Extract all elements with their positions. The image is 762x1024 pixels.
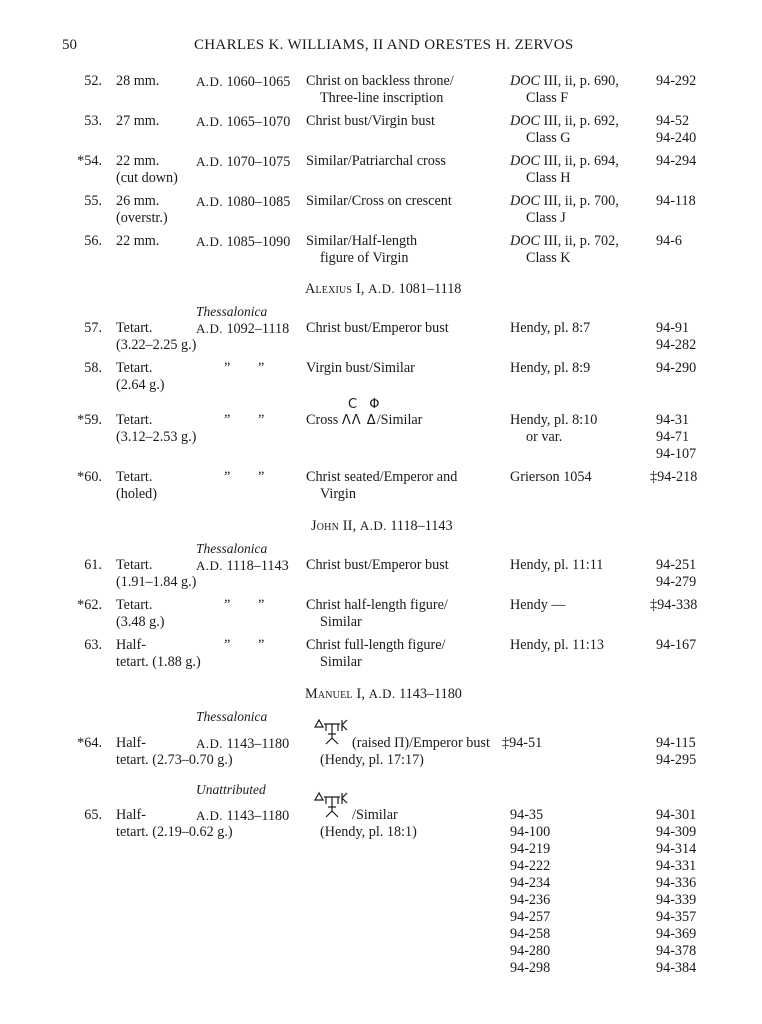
coin-description: Virgin (320, 486, 356, 502)
reference: Hendy, pl. 8:9 (510, 360, 591, 376)
coin-description: Three-line inscription (320, 90, 444, 106)
coin-description: Cross ΛΛ Δ/Similar (306, 412, 423, 428)
denomination: Tetart. (116, 320, 153, 336)
coin-description: Similar (320, 614, 362, 630)
inventory-number: 94-219 (510, 841, 551, 857)
inventory-number: 94-258 (510, 926, 551, 942)
inventory-number: 94-357 (656, 909, 697, 925)
ditto-mark: ” (224, 360, 231, 376)
inventory-number: ‡94-218 (650, 469, 698, 485)
ditto-mark: ” (224, 469, 231, 485)
coin-size: 22 mm. (116, 233, 160, 249)
inventory-number: 94-115 (656, 735, 696, 751)
coin-condition: (cut down) (116, 170, 178, 186)
coin-weight: (2.64 g.) (116, 377, 165, 393)
entry-number: 53. (84, 113, 102, 129)
denomination: Half- (116, 735, 146, 751)
coin-condition: (overstr.) (116, 210, 168, 226)
reference: Class F (526, 90, 569, 106)
legend-symbol-mid: ΛΛ Δ (341, 413, 377, 428)
entry-number: 56. (84, 233, 102, 249)
coin-date: A.D. 1060–1065 (196, 74, 291, 90)
entry-number: 52. (84, 73, 102, 89)
coin-weight: (3.12–2.53 g.) (116, 429, 197, 445)
coin-description: Similar/Half-length (306, 233, 418, 249)
inventory-number: 94-290 (656, 360, 697, 376)
reference: Class K (526, 250, 571, 266)
mint-label: Thessalonica (196, 709, 268, 724)
mint-label: Thessalonica (196, 304, 268, 319)
coin-description: (Hendy, pl. 17:17) (320, 752, 424, 768)
coin-description: Similar/Cross on crescent (306, 193, 452, 209)
inventory-number: 94-35 (510, 807, 544, 823)
reference: Hendy, pl. 11:13 (510, 637, 604, 653)
monogram-icon (313, 791, 351, 819)
inventory-number: 94-279 (656, 574, 697, 590)
ditto-mark: ” (224, 597, 231, 613)
ditto-mark: ” (258, 469, 265, 485)
denomination: Tetart. (116, 597, 153, 613)
inventory-number: 94-100 (510, 824, 551, 840)
coin-size: 22 mm. (116, 153, 160, 169)
coin-date: A.D. 1092–1118 (196, 321, 290, 337)
coin-description: Christ bust/Emperor bust (306, 320, 449, 336)
inventory-number: 94-107 (656, 446, 697, 462)
entry-number: *60. (77, 469, 102, 485)
reference: Class G (526, 130, 571, 146)
coin-description: Christ bust/Virgin bust (306, 113, 435, 129)
coin-description: Christ on backless throne/ (306, 73, 454, 89)
reference: ‡94-51 (502, 735, 543, 751)
inventory-number: 94-280 (510, 943, 551, 959)
inventory-number: 94-295 (656, 752, 697, 768)
reference: Hendy — (510, 597, 566, 613)
coin-description: Virgin bust/Similar (306, 360, 415, 376)
entry-number: *59. (77, 412, 102, 428)
coin-size: 27 mm. (116, 113, 160, 129)
coin-size: 28 mm. (116, 73, 160, 89)
reference: DOC III, ii, p. 700, (510, 193, 619, 209)
coin-description: Christ half-length figure/ (306, 597, 448, 613)
reference: DOC III, ii, p. 702, (510, 233, 619, 249)
entry-number: 58. (84, 360, 102, 376)
inventory-number: 94-294 (656, 153, 697, 169)
running-title: CHARLES K. WILLIAMS, II AND ORESTES H. ZERVOS (194, 37, 574, 53)
coin-condition: (holed) (116, 486, 157, 502)
reference: Class J (526, 210, 566, 226)
entry-number: 63. (84, 637, 102, 653)
denomination: Half- (116, 637, 146, 653)
inventory-number: 94-118 (656, 193, 696, 209)
coin-description: /Similar (352, 807, 398, 823)
reference: or var. (526, 429, 563, 445)
inventory-number: 94-31 (656, 412, 690, 428)
mint-label: Unattributed (196, 782, 266, 797)
inventory-number: 94-336 (656, 875, 697, 891)
coin-weight: tetart. (1.88 g.) (116, 654, 201, 670)
ditto-mark: ” (258, 637, 265, 653)
inventory-number: 94-309 (656, 824, 697, 840)
inventory-number: 94-282 (656, 337, 697, 353)
coin-date: A.D. 1143–1180 (196, 736, 290, 752)
denomination: Tetart. (116, 557, 153, 573)
page-number: 50 (62, 37, 77, 53)
inventory-number: 94-339 (656, 892, 697, 908)
inventory-number: 94-301 (656, 807, 697, 823)
inventory-number: 94-378 (656, 943, 697, 959)
reference: DOC III, ii, p. 692, (510, 113, 619, 129)
inventory-number: 94-298 (510, 960, 551, 976)
denomination: Tetart. (116, 469, 153, 485)
legend-symbol-top: C Φ (348, 397, 384, 412)
inventory-number: 94-6 (656, 233, 683, 249)
coin-weight: (1.91–1.84 g.) (116, 574, 197, 590)
coin-date: A.D. 1085–1090 (196, 234, 291, 250)
entry-number: *54. (77, 153, 102, 169)
entry-number: 57. (84, 320, 102, 336)
inventory-number: 94-369 (656, 926, 697, 942)
reference: Class H (526, 170, 571, 186)
coin-description: Similar/Patriarchal cross (306, 153, 446, 169)
reference: Hendy, pl. 11:11 (510, 557, 604, 573)
entry-number: 61. (84, 557, 102, 573)
coin-description: Christ seated/Emperor and (306, 469, 458, 485)
inventory-number: 94-71 (656, 429, 690, 445)
inventory-number: 94-384 (656, 960, 697, 976)
inventory-number: 94-234 (510, 875, 551, 891)
coin-weight: tetart. (2.19–0.62 g.) (116, 824, 233, 840)
ditto-mark: ” (258, 597, 265, 613)
inventory-number: 94-257 (510, 909, 551, 925)
denomination: Half- (116, 807, 146, 823)
inventory-number: 94-251 (656, 557, 697, 573)
ditto-mark: ” (224, 412, 231, 428)
coin-description: figure of Virgin (320, 250, 409, 266)
denomination: Tetart. (116, 360, 153, 376)
mint-label: Thessalonica (196, 541, 268, 556)
coin-date: A.D. 1065–1070 (196, 114, 291, 130)
coin-date: A.D. 1070–1075 (196, 154, 291, 170)
coin-description: (raised Π)/Emperor bust (352, 735, 490, 751)
reference: DOC III, ii, p. 694, (510, 153, 619, 169)
ditto-mark: ” (224, 637, 231, 653)
reference: Hendy, pl. 8:7 (510, 320, 591, 336)
section-heading: Alexius I, A.D. 1081–1118 (305, 281, 462, 297)
reference: DOC III, ii, p. 690, (510, 73, 619, 89)
inventory-number: 94-240 (656, 130, 697, 146)
ditto-mark: ” (258, 412, 265, 428)
section-heading: Manuel I, A.D. 1143–1180 (305, 686, 462, 702)
inventory-number: 94-236 (510, 892, 551, 908)
inventory-number: 94-222 (510, 858, 551, 874)
inventory-number: 94-292 (656, 73, 697, 89)
reference: Grierson 1054 (510, 469, 592, 485)
inventory-number: 94-91 (656, 320, 690, 336)
inventory-number: ‡94-338 (650, 597, 698, 613)
entry-number: *62. (77, 597, 102, 613)
coin-description: Similar (320, 654, 362, 670)
coin-date: A.D. 1080–1085 (196, 194, 291, 210)
ditto-mark: ” (258, 360, 265, 376)
section-heading: John II, A.D. 1118–1143 (311, 518, 453, 534)
coin-weight: tetart. (2.73–0.70 g.) (116, 752, 233, 768)
coin-size: 26 mm. (116, 193, 160, 209)
inventory-number: 94-52 (656, 113, 690, 129)
coin-weight: (3.48 g.) (116, 614, 165, 630)
coin-description: Christ full-length figure/ (306, 637, 446, 653)
inventory-number: 94-331 (656, 858, 697, 874)
coin-description: Christ bust/Emperor bust (306, 557, 449, 573)
entry-number: 65. (84, 807, 102, 823)
coin-description: (Hendy, pl. 18:1) (320, 824, 417, 840)
reference: Hendy, pl. 8:10 (510, 412, 598, 428)
inventory-number: 94-314 (656, 841, 697, 857)
coin-date: A.D. 1143–1180 (196, 808, 290, 824)
monogram-icon (313, 718, 351, 746)
entry-number: *64. (77, 735, 102, 751)
denomination: Tetart. (116, 412, 153, 428)
entry-number: 55. (84, 193, 102, 209)
coin-weight: (3.22–2.25 g.) (116, 337, 197, 353)
inventory-number: 94-167 (656, 637, 697, 653)
coin-date: A.D. 1118–1143 (196, 558, 289, 574)
